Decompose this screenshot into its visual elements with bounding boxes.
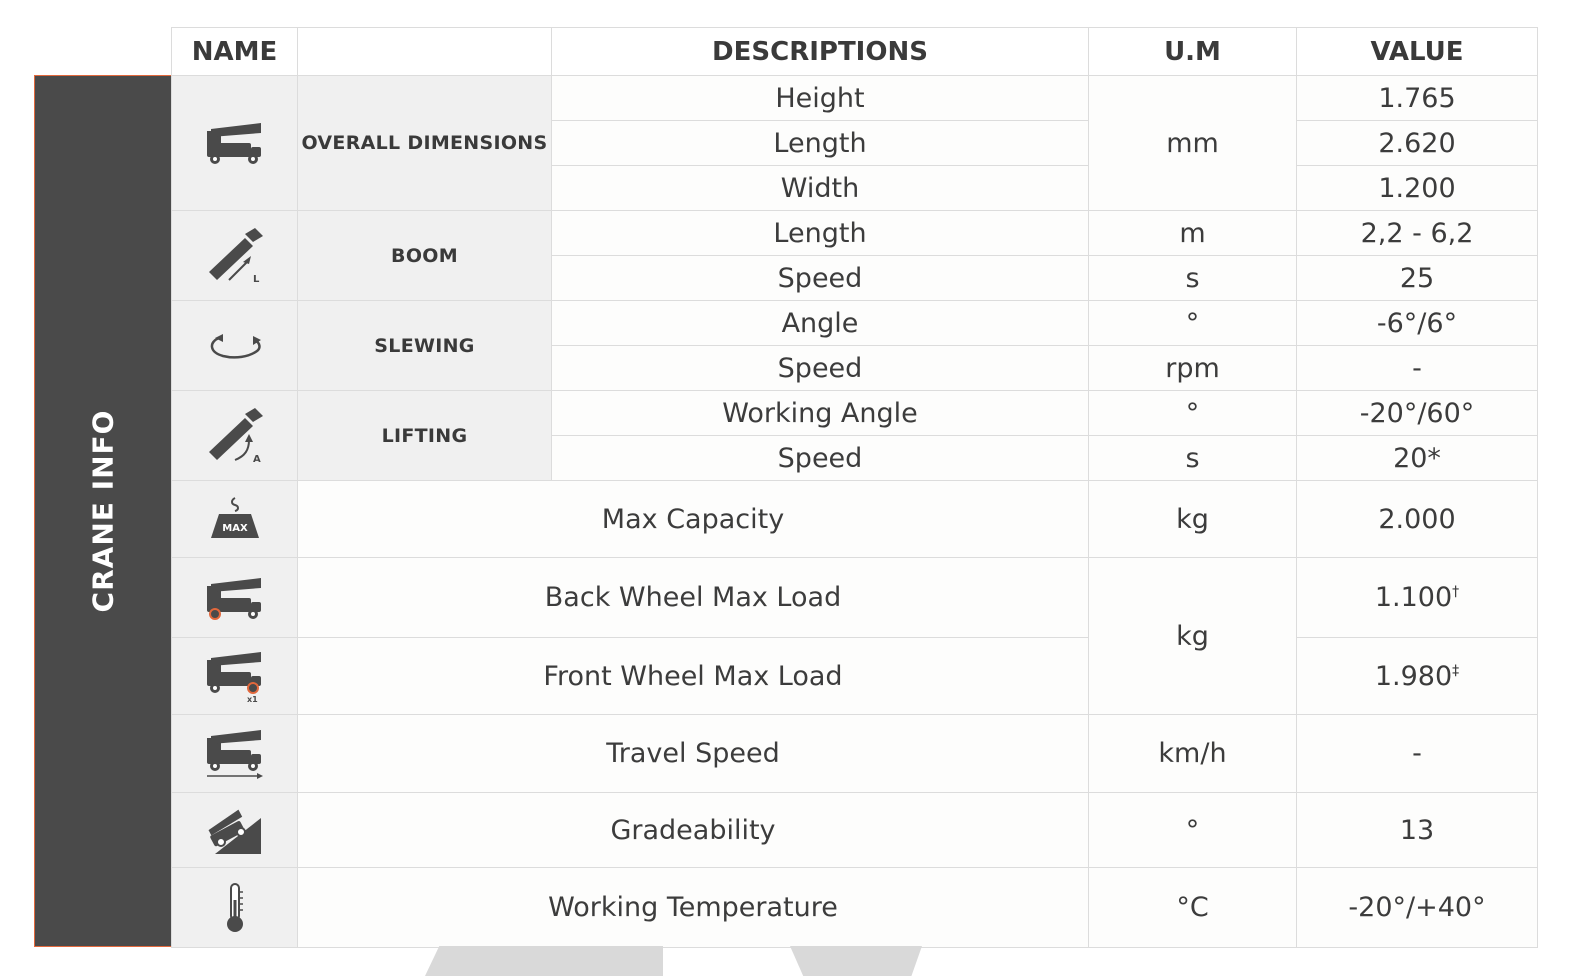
slewing-rotation-icon [205,326,265,366]
back-wheel-load-icon [205,574,265,622]
table-row [172,301,1538,346]
unit-cell: mm [1089,76,1297,211]
unit-cell: ° [1089,793,1297,868]
table-row [172,638,1538,715]
value-cell: 1.765 [1297,76,1538,121]
description-cell: Front Wheel Max Load [298,638,1089,715]
header-um: U.M [1089,28,1297,76]
description-cell: Height [552,76,1089,121]
header-blank [298,28,552,76]
value-cell: 25 [1297,256,1538,301]
icon-cell [172,793,298,868]
value-cell: 13 [1297,793,1538,868]
value-cell: -20°/+40° [1297,868,1538,948]
crane-truck-icon [205,119,265,167]
decorative-shape [425,946,663,976]
value-cell [1297,558,1538,638]
description-cell: Working Temperature [298,868,1089,948]
header-row [172,28,1538,76]
boom-lift-angle-icon [205,406,265,466]
unit-cell: km/h [1089,715,1297,793]
gradeability-icon [205,804,265,856]
unit-cell: kg [1089,481,1297,558]
boom-extension-icon [205,226,265,286]
table-row [172,391,1538,436]
group-label-lifting: LIFTING [298,391,552,481]
table-row [172,715,1538,793]
icon-cell [172,868,298,948]
icon-cell [172,211,298,301]
icon-cell [172,638,298,715]
max-load-weight-icon [207,496,263,542]
unit-cell: rpm [1089,346,1297,391]
description-cell: Travel Speed [298,715,1089,793]
value-cell: 2.000 [1297,481,1538,558]
value-cell [1297,638,1538,715]
description-cell: Gradeability [298,793,1089,868]
footnote-mark: ‡ [1452,662,1460,679]
footnote-mark: † [1452,584,1460,600]
front-wheel-icon-text: x1 [246,695,258,704]
value-cell: -20°/60° [1297,391,1538,436]
header-value: VALUE [1297,28,1538,76]
icon-cell [172,301,298,391]
value-text: 1.100 [1374,582,1453,613]
unit-cell: s [1089,436,1297,481]
unit-cell: ° [1089,391,1297,436]
max-icon-text: MAX [221,523,248,534]
description-cell: Width [552,166,1089,211]
icon-cell [172,558,298,638]
icon-cell [172,715,298,793]
value-cell: - [1297,346,1538,391]
value-cell: 1.200 [1297,166,1538,211]
value-cell: - [1297,715,1538,793]
description-cell: Length [552,121,1089,166]
unit-cell: m [1089,211,1297,256]
description-cell: Speed [552,346,1089,391]
value-cell: -6°/6° [1297,301,1538,346]
front-wheel-load-icon [205,648,265,704]
table-row [172,481,1538,558]
table-row [172,76,1538,121]
description-cell: Angle [552,301,1089,346]
lifting-icon-letter: A [252,453,261,465]
unit-cell: s [1089,256,1297,301]
icon-cell [172,391,298,481]
description-cell: Speed [552,436,1089,481]
table-row [172,558,1538,638]
description-cell: Length [552,211,1089,256]
decorative-shape [790,946,922,976]
thermometer-icon [220,882,250,934]
value-text: 1.980 [1374,660,1453,692]
unit-cell: ° [1089,301,1297,346]
icon-cell [172,76,298,211]
group-label-boom: BOOM [298,211,552,301]
description-cell: Working Angle [552,391,1089,436]
group-label-overall-dimensions: OVERALL DIMENSIONS [298,76,552,211]
header-name: NAME [172,28,298,76]
crane-info-side-panel [34,75,171,947]
unit-cell: kg [1089,558,1297,715]
group-label-slewing: SLEWING [298,301,552,391]
travel-speed-icon [205,728,265,780]
description-cell: Back Wheel Max Load [298,558,1089,638]
description-cell: Speed [552,256,1089,301]
value-cell: 2.620 [1297,121,1538,166]
table-row [172,211,1538,256]
side-panel-label: CRANE INFO [86,409,120,613]
unit-cell: °C [1089,868,1297,948]
table-row [172,868,1538,948]
icon-cell [172,481,298,558]
table-row [172,793,1538,868]
value-cell: 20* [1297,436,1538,481]
description-cell: Max Capacity [298,481,1089,558]
crane-spec-table [171,27,1538,948]
value-cell: 2,2 - 6,2 [1297,211,1538,256]
boom-icon-letter: L [252,273,259,285]
header-descriptions: DESCRIPTIONS [552,28,1089,76]
